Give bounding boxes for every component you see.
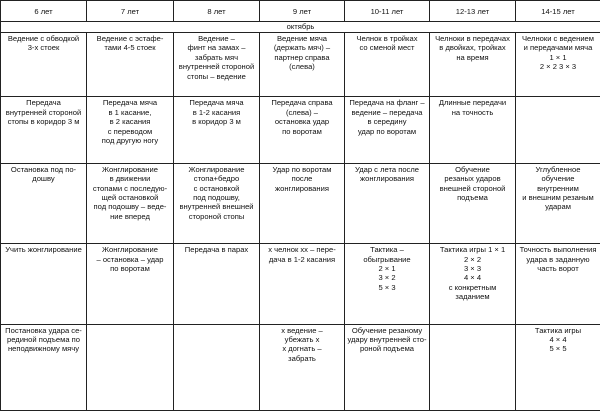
table-cell: Жонглирование стопа+бедро с остановкой под подошву, внутренней внешней стороной стопы (174, 163, 260, 243)
age-header-14-15: 14-15 лет (516, 1, 600, 22)
age-header-7: 7 лет (87, 1, 174, 22)
month-label: октябрь (1, 22, 600, 33)
table-row (1, 244, 600, 324)
table-cell: Тактика игры 1 × 1 2 × 2 3 × 3 4 × 4 с конкретным заданием (430, 244, 516, 324)
table-row (1, 324, 600, 410)
table-cell (430, 324, 516, 410)
table-cell: Тактика игры 4 × 4 5 × 5 (516, 324, 600, 410)
table-cell: Обучение резаных ударов внешней стороной подъема (430, 163, 516, 243)
table-cell: х ведение – убежать х х догнать – забрать (260, 324, 345, 410)
table-cell: Удар с лета после жонглирования (345, 163, 430, 243)
table-cell: Удар по воротам после жонглирования (260, 163, 345, 243)
table-cell: Передача справа (слева) – остановка удар по воротам (260, 97, 345, 163)
table-cell: Тактика – обыгрывание 2 × 1 3 × 2 5 × 3 (345, 244, 430, 324)
table-row (1, 163, 600, 243)
table-cell (87, 324, 174, 410)
table-cell: Точность выполнения удара в заданную часть ворот (516, 244, 600, 324)
table-cell (516, 97, 600, 163)
table-cell: Ведение с эстафе- тами 4-5 стоек (87, 33, 174, 97)
table-cell: х челнок хх – пере- дача в 1-2 касания (260, 244, 345, 324)
table-cell: Ведение – финт на замах – забрать мяч внутренней стороной стопы – ведение (174, 33, 260, 97)
age-header-6: 6 лет (1, 1, 87, 22)
header-row (1, 1, 600, 22)
table-cell: Постановка удара се- рединой подъема по неподвижному мячу (1, 324, 87, 410)
table-cell: Передача на фланг – ведение – передача в середину удар по воротам (345, 97, 430, 163)
table-cell (174, 324, 260, 410)
table-cell: Челноки с ведением и передачами мяча 1 × 1 2 × 2 3 × 3 (516, 33, 600, 97)
table-cell: Передача в парах (174, 244, 260, 324)
age-header-8: 8 лет (174, 1, 260, 22)
table-cell: Передача мяча в 1 касание, в 2 касания с переводом под другую ногу (87, 97, 174, 163)
table-cell: Учить жонглирование (1, 244, 87, 324)
table-cell: Длинные передачи на точность (430, 97, 516, 163)
month-row (1, 22, 600, 33)
table-cell: Передача внутренней стороной стопы в коридор 3 м (1, 97, 87, 163)
table-cell: Жонглирование в движении стопами с последую- щей остановкой под подошву – веде- ние вперед (87, 163, 174, 243)
age-header-10-11: 10-11 лет (345, 1, 430, 22)
table-cell: Передача мяча в 1-2 касания в коридор 3 м (174, 97, 260, 163)
table-cell: Ведение с обводкой 3-х стоек (1, 33, 87, 97)
age-header-9: 9 лет (260, 1, 345, 22)
table-row (1, 33, 600, 97)
table-cell: Жонглирование – остановка – удар по воротам (87, 244, 174, 324)
table-cell: Челноки в передачах в двойках, тройках на время (430, 33, 516, 97)
table-cell: Углубленное обучение внутренним и внешним резаным ударам (516, 163, 600, 243)
table-cell: Ведение мяча (держать мяч) – партнер справа (слева) (260, 33, 345, 97)
age-header-12-13: 12-13 лет (430, 1, 516, 22)
table-row (1, 97, 600, 163)
table-cell: Челнок в тройках со сменой мест (345, 33, 430, 97)
table-cell: Обучение резаному удару внутренней сто- роной подъема (345, 324, 430, 410)
table-cell: Остановка под по- дошву (1, 163, 87, 243)
